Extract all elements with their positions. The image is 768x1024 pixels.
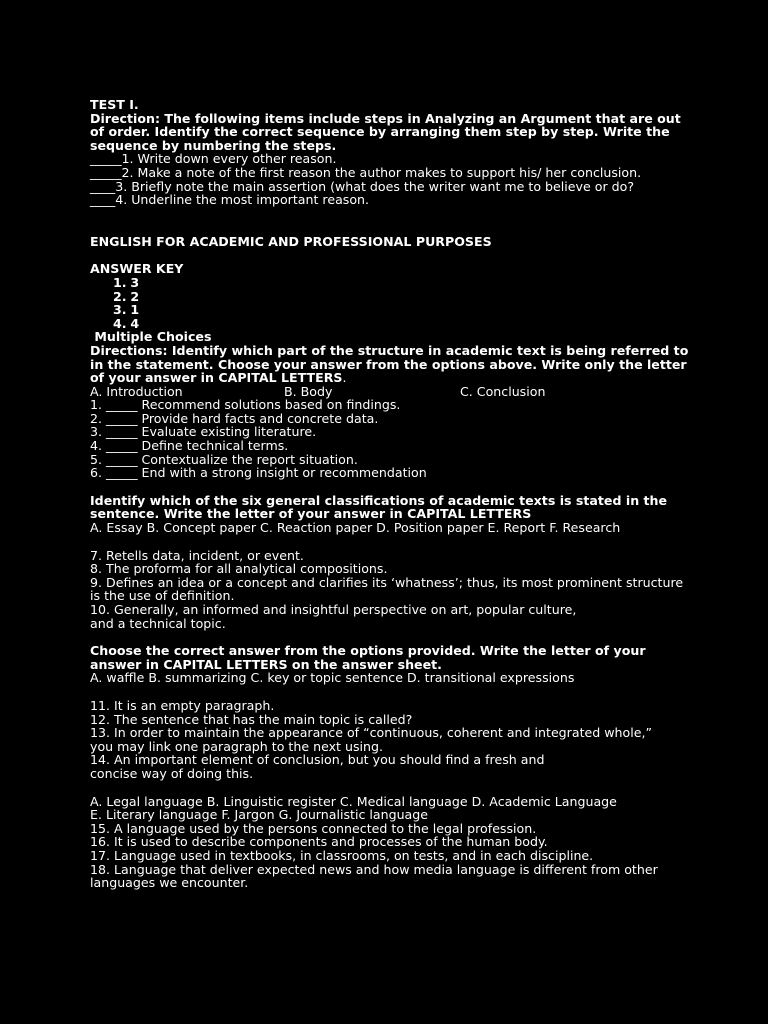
test-item: ____4. Underline the most important reason.: [90, 192, 370, 208]
document-content: [90, 98, 690, 890]
test-item: _____1. Write down every other reason.: [90, 151, 337, 167]
section4-options: A. Legal language B. Linguistic register C. Medical language D. Academic Language: [90, 793, 617, 809]
section3-item: 14. An important element of conclusion, but you should find a fresh and: [90, 752, 545, 768]
test-direction: Direction: The following items include steps in Analyzing an Argument that are out of order. Identify the correct sequence by arranging them step by step. Write the sequence by numbering the steps.: [90, 110, 681, 153]
mc-item: 4. _____ Define technical terms.: [90, 438, 289, 454]
answer-key-item: [90, 303, 690, 317]
answer-key-value: 1: [130, 302, 140, 318]
mc-title: Multiple Choices: [90, 329, 212, 345]
spacer: [90, 630, 690, 644]
section3-item: 13. In order to maintain the appearance of “continuous, coherent and integrated whole,”: [90, 725, 653, 741]
mc-option: C. Conclusion: [460, 383, 546, 399]
spacer: [90, 480, 690, 494]
section4-options: E. Literary language F. Jargon G. Journalistic language: [90, 807, 429, 823]
section4-item: 18. Language that deliver expected news and how media language is different from other languages we encounter.: [90, 861, 658, 891]
mc-option: B. Body: [284, 383, 333, 399]
answer-key-num: 1.: [113, 274, 127, 290]
spacer: [90, 535, 690, 549]
answer-key-item: [90, 276, 690, 290]
mc-item: 2. _____ Provide hard facts and concrete data.: [90, 410, 379, 426]
section2-item: 8. The proforma for all analytical compositions.: [90, 561, 388, 577]
section4-item: 15. A language used by the persons connected to the legal profession.: [90, 820, 537, 836]
answer-key-value: 3: [130, 274, 140, 290]
section3-item: concise way of doing this.: [90, 765, 254, 781]
section2-item: and a technical topic.: [90, 615, 226, 631]
spacer: [90, 248, 690, 262]
mc-item: 5. _____ Contextualize the report situation.: [90, 451, 358, 467]
subject-title: ENGLISH FOR ACADEMIC AND PROFESSIONAL PURPOSES: [90, 233, 492, 249]
answer-key-value: 4: [130, 315, 140, 331]
answer-key-value: 2: [130, 288, 140, 304]
section2-options: A. Essay B. Concept paper C. Reaction paper D. Position paper E. Report F. Research: [90, 520, 621, 536]
section2-item: 10. Generally, an informed and insightful perspective on art, popular culture,: [90, 602, 577, 617]
test-title: TEST I.: [90, 97, 139, 112]
answer-key-num: 4.: [113, 315, 127, 331]
answer-key-item: [90, 290, 690, 304]
mc-item: 3. _____ Evaluate existing literature.: [90, 424, 317, 440]
answer-key-num: 3.: [113, 302, 127, 318]
section3-item: 12. The sentence that has the main topic is called?: [90, 711, 413, 727]
section3-item: 11. It is an empty paragraph.: [90, 697, 275, 713]
mc-option: A. Introduction: [90, 383, 183, 399]
test-item: _____2. Make a note of the first reason the author makes to support his/ her conclusion.: [90, 164, 642, 180]
answer-key-num: 2.: [113, 288, 127, 304]
mc-item: 1. _____ Recommend solutions based on findings.: [90, 397, 401, 413]
mc-directions-text: Directions: Identify which part of the structure in academic text is being referred to in the statement. Choose your answer from the options above. Write only the letter of your answer in CAPITAL LETTERS: [90, 342, 689, 386]
mc-options: [90, 385, 690, 399]
section3-options: A. waffle B. summarizing C. key or topic sentence D. transitional expressions: [90, 670, 575, 686]
mc-directions-end: .: [342, 370, 347, 386]
section2-item: 7. Retells data, incident, or event.: [90, 547, 304, 563]
section2-directions: Identify which of the six general classifications of academic texts is stated in the sentence. Write the letter of your answer in CAPITAL LETTERS: [90, 492, 668, 522]
section4-item: 17. Language used in textbooks, in classrooms, on tests, and in each discipline.: [90, 847, 594, 863]
spacer: [90, 207, 690, 235]
section2-item: 9. Defines an idea or a concept and clarifies its ‘whatness’; thus, its most prominent structure is the use of definition.: [90, 574, 684, 604]
section4-item: 16. It is used to describe components and processes of the human body.: [90, 834, 548, 850]
answer-key-title: ANSWER KEY: [90, 261, 184, 277]
answer-key-item: [90, 317, 690, 331]
spacer: [90, 685, 690, 699]
spacer: [90, 781, 690, 795]
mc-item: 6. _____ End with a strong insight or recommendation: [90, 465, 427, 481]
section3-directions: Choose the correct answer from the options provided. Write the letter of your answer in CAPITAL LETTERS on the answer sheet.: [90, 643, 646, 672]
mc-directions: [90, 344, 690, 385]
test-item: ____3. Briefly note the main assertion (what does the writer want me to believe or do?: [90, 178, 635, 194]
section3-item: you may link one paragraph to the next using.: [90, 738, 384, 754]
